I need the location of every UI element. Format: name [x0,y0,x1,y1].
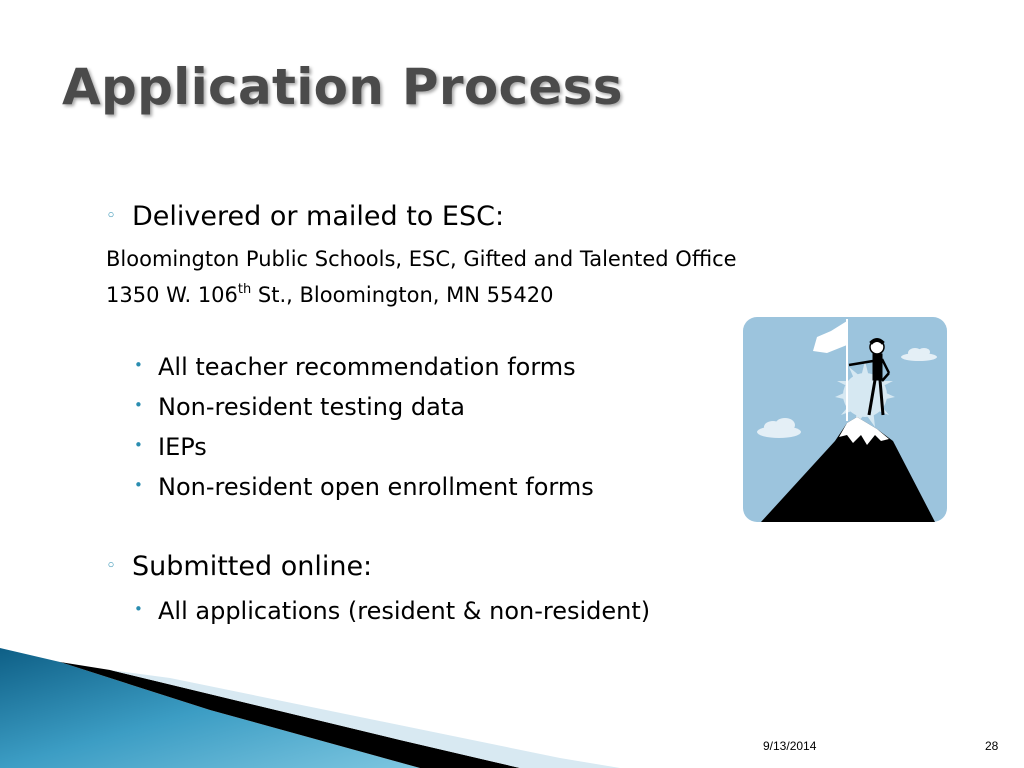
address-city-state-zip: St., Bloomington, MN 55420 [251,283,554,307]
mountain-summit-flag-icon [743,317,947,522]
dot-bullet-icon: • [134,396,143,414]
address-line-1: Bloomington Public Schools, ESC, Gifted and Talented Office [106,247,737,271]
slide-date: 9/13/2014 [763,739,817,753]
circle-bullet-icon: ◦ [106,206,117,226]
list-item-text: Non-resident open enrollment forms [158,473,594,501]
address-ordinal-suffix: th [237,282,252,297]
dot-bullet-icon: • [134,476,143,494]
slide-page-number: 28 [985,739,999,753]
list-item-text: Non-resident testing data [158,393,465,421]
footer-wave-decoration [0,640,1024,768]
dot-bullet-icon: • [134,436,143,454]
slide-title: Application Process [62,58,623,116]
list-item-text: IEPs [158,433,207,461]
dot-bullet-icon: • [134,600,143,618]
list-item-text: All teacher recommendation forms [158,353,576,381]
address-street-number: 1350 W. 106 [106,283,238,307]
address-line-2 [106,283,553,307]
circle-bullet-icon: ◦ [106,556,117,576]
dot-bullet-icon: • [134,356,143,374]
list-item-text: All applications (resident & non-resident) [158,597,651,625]
section-online-text: Submitted online: [132,551,373,582]
section-delivered-text: Delivered or mailed to ESC: [132,201,505,232]
